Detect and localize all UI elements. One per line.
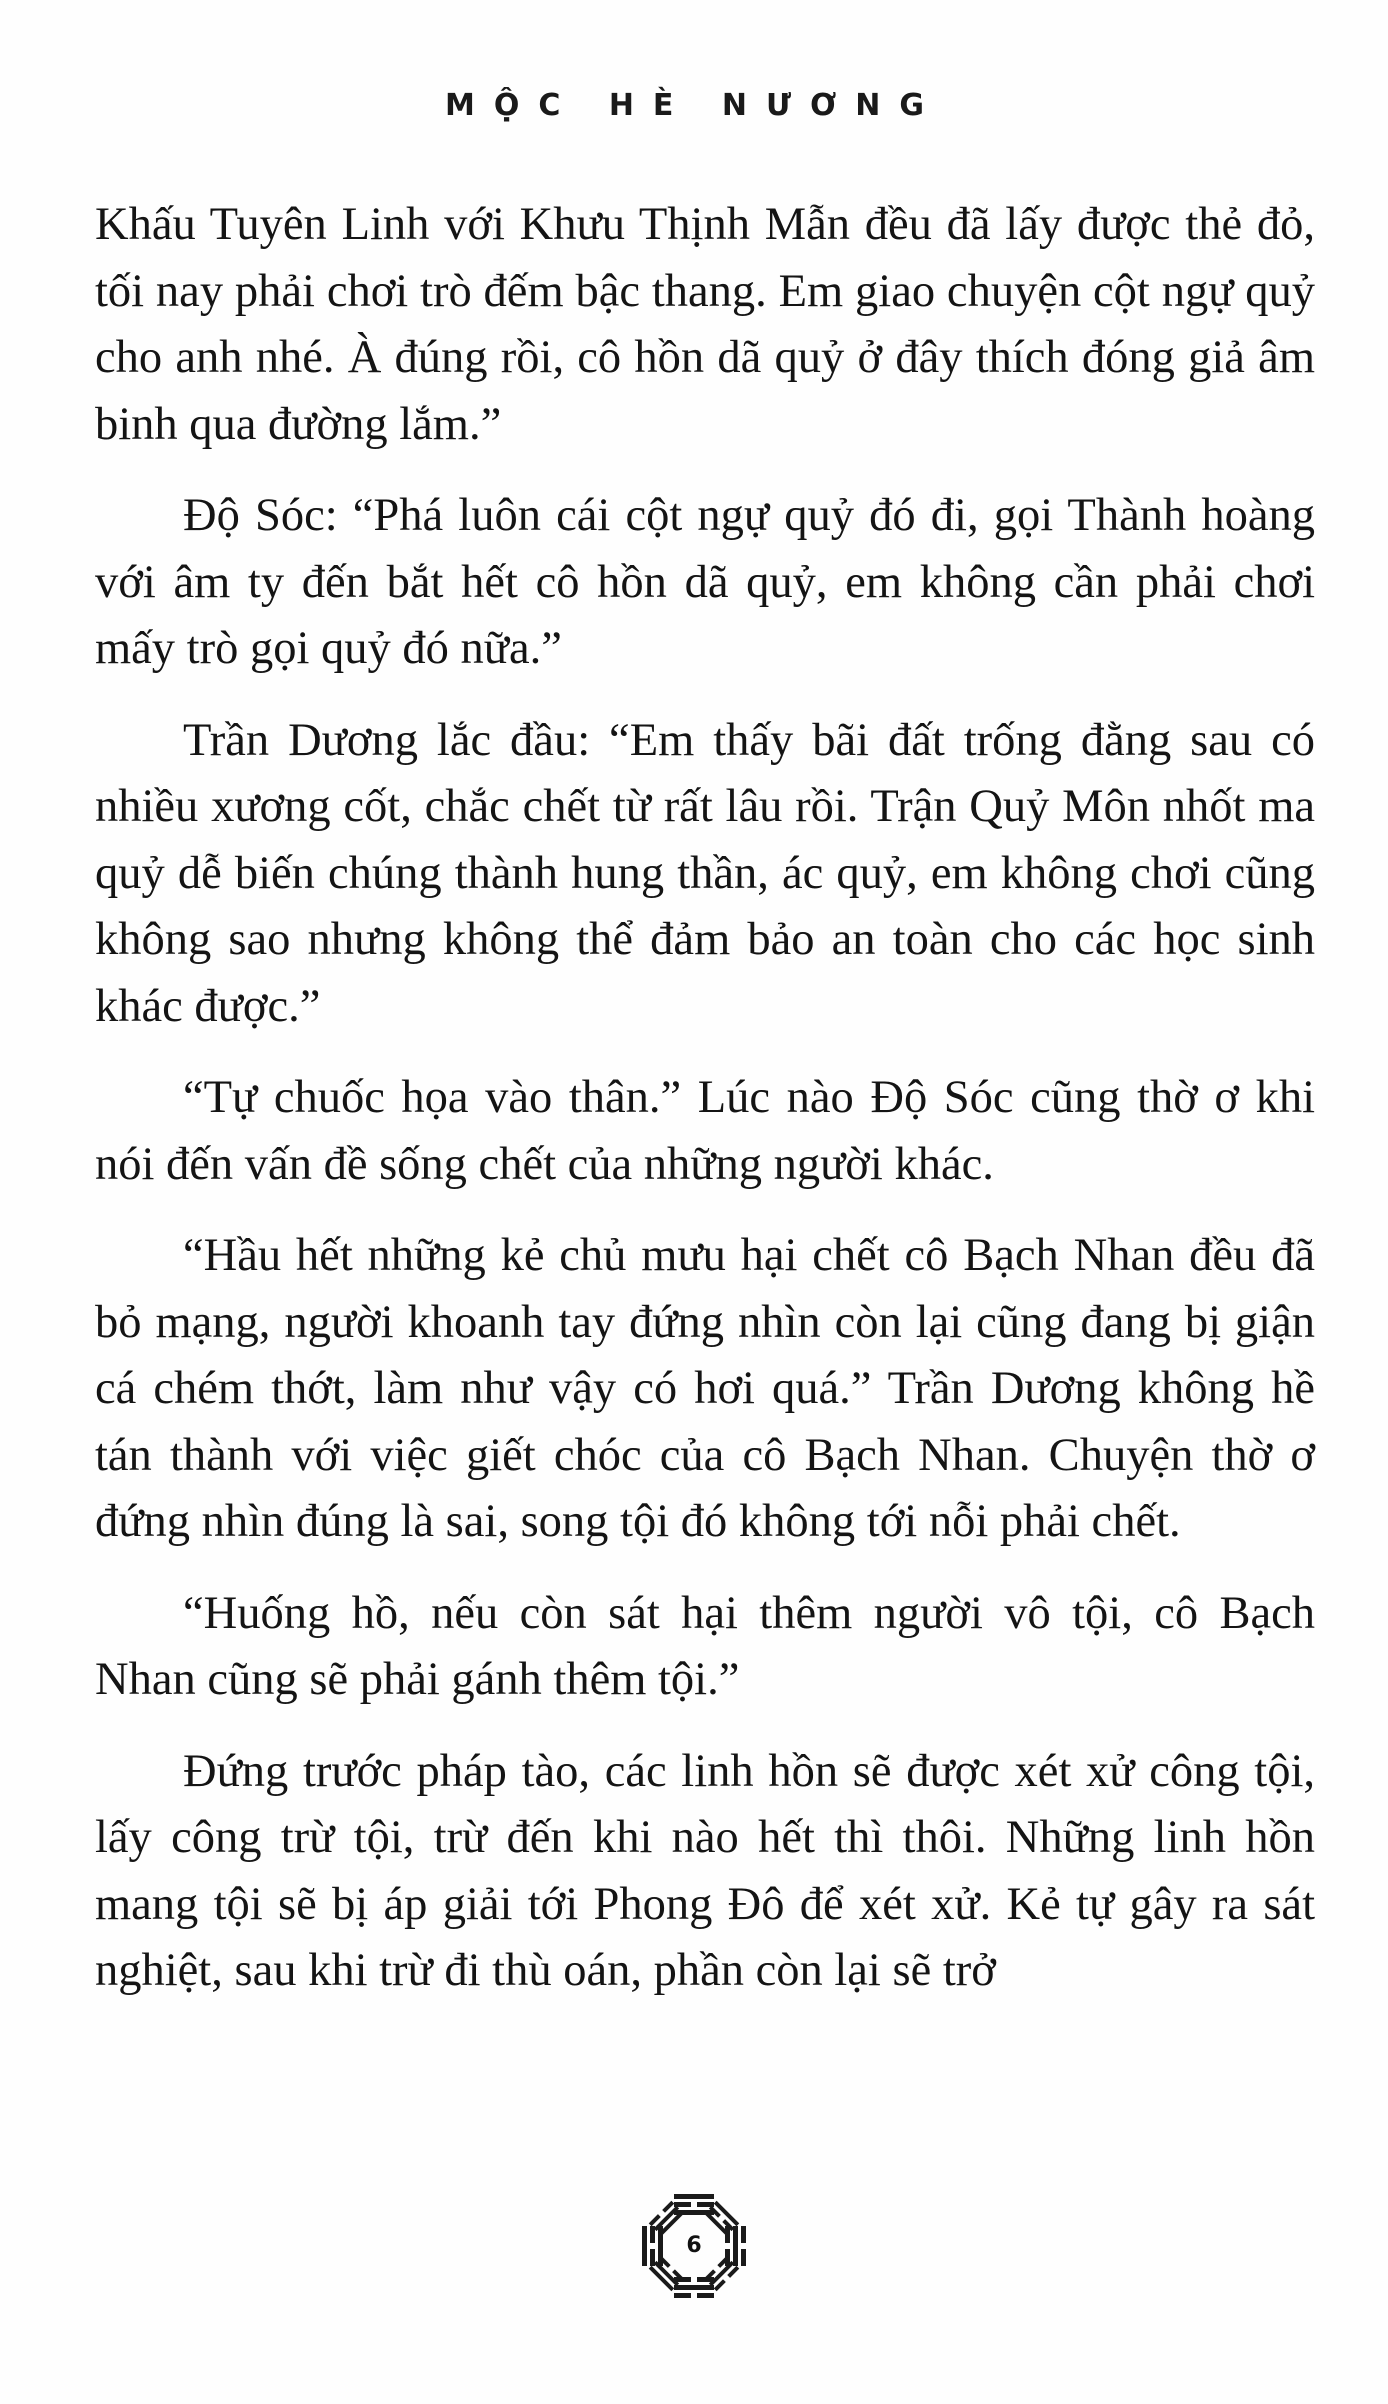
paragraph: Khấu Tuyên Linh với Khưu Thịnh Mẫn đều đã lấy được thẻ đỏ, tối nay phải chơi trò đếm bậc thang. Em giao chuyện cột ngự quỷ cho anh nhé. À đúng rồi, cô hồn dã quỷ ở đây thích đóng giả âm binh qua đường lắm.” bbox=[95, 199, 1315, 450]
paragraph: Đứng trước pháp tào, các linh hồn sẽ được xét xử công tội, lấy công trừ tội, trừ đến khi nào hết thì thôi. Những linh hồn mang tội sẽ bị áp giải tới Phong Đô để xét xử. Kẻ tự gây ra sát nghiệt, sau khi trừ đi thù oán, phần còn lại sẽ trở bbox=[95, 1745, 1315, 1996]
page-number: 6 bbox=[686, 2233, 702, 2258]
paragraph: “Hầu hết những kẻ chủ mưu hại chết cô Bạch Nhan đều đã bỏ mạng, người khoanh tay đứng nhìn còn lại cũng đang bị giận cá chém thớt, làm như vậy có hơi quá.” Trần Dương không hề tán thành với việc giết chóc của cô Bạch Nhan. Chuyện thờ ơ đứng nhìn đúng là sai, song tội đó không tới nỗi phải chết. bbox=[95, 1230, 1315, 1547]
paragraph: “Huống hồ, nếu còn sát hại thêm người vô tội, cô Bạch Nhan cũng sẽ phải gánh thêm tội.” bbox=[95, 1587, 1315, 1705]
page-number-ornament bbox=[634, 2186, 754, 2306]
paragraph: “Tự chuốc họa vào thân.” Lúc nào Độ Sóc cũng thờ ơ khi nói đến vấn đề sống chết của những người khác. bbox=[95, 1072, 1315, 1190]
body-text bbox=[95, 192, 1315, 2030]
paragraph: Trần Dương lắc đầu: “Em thấy bãi đất trống đằng sau có nhiều xương cốt, chắc chết từ rất lâu rồi. Trận Quỷ Môn nhốt ma quỷ dễ biến chúng thành hung thần, ác quỷ, em không chơi cũng không sao nhưng không thể đảm bảo an toàn cho các học sinh khác được.” bbox=[95, 714, 1315, 1032]
paragraph: Độ Sóc: “Phá luôn cái cột ngự quỷ đó đi, gọi Thành hoàng với âm ty đến bắt hết cô hồn dã quỷ, em không cần phải chơi mấy trò gọi quỷ đó nữa.” bbox=[95, 490, 1315, 674]
running-header-title: MỘC HÈ NƯƠNG bbox=[445, 88, 943, 123]
